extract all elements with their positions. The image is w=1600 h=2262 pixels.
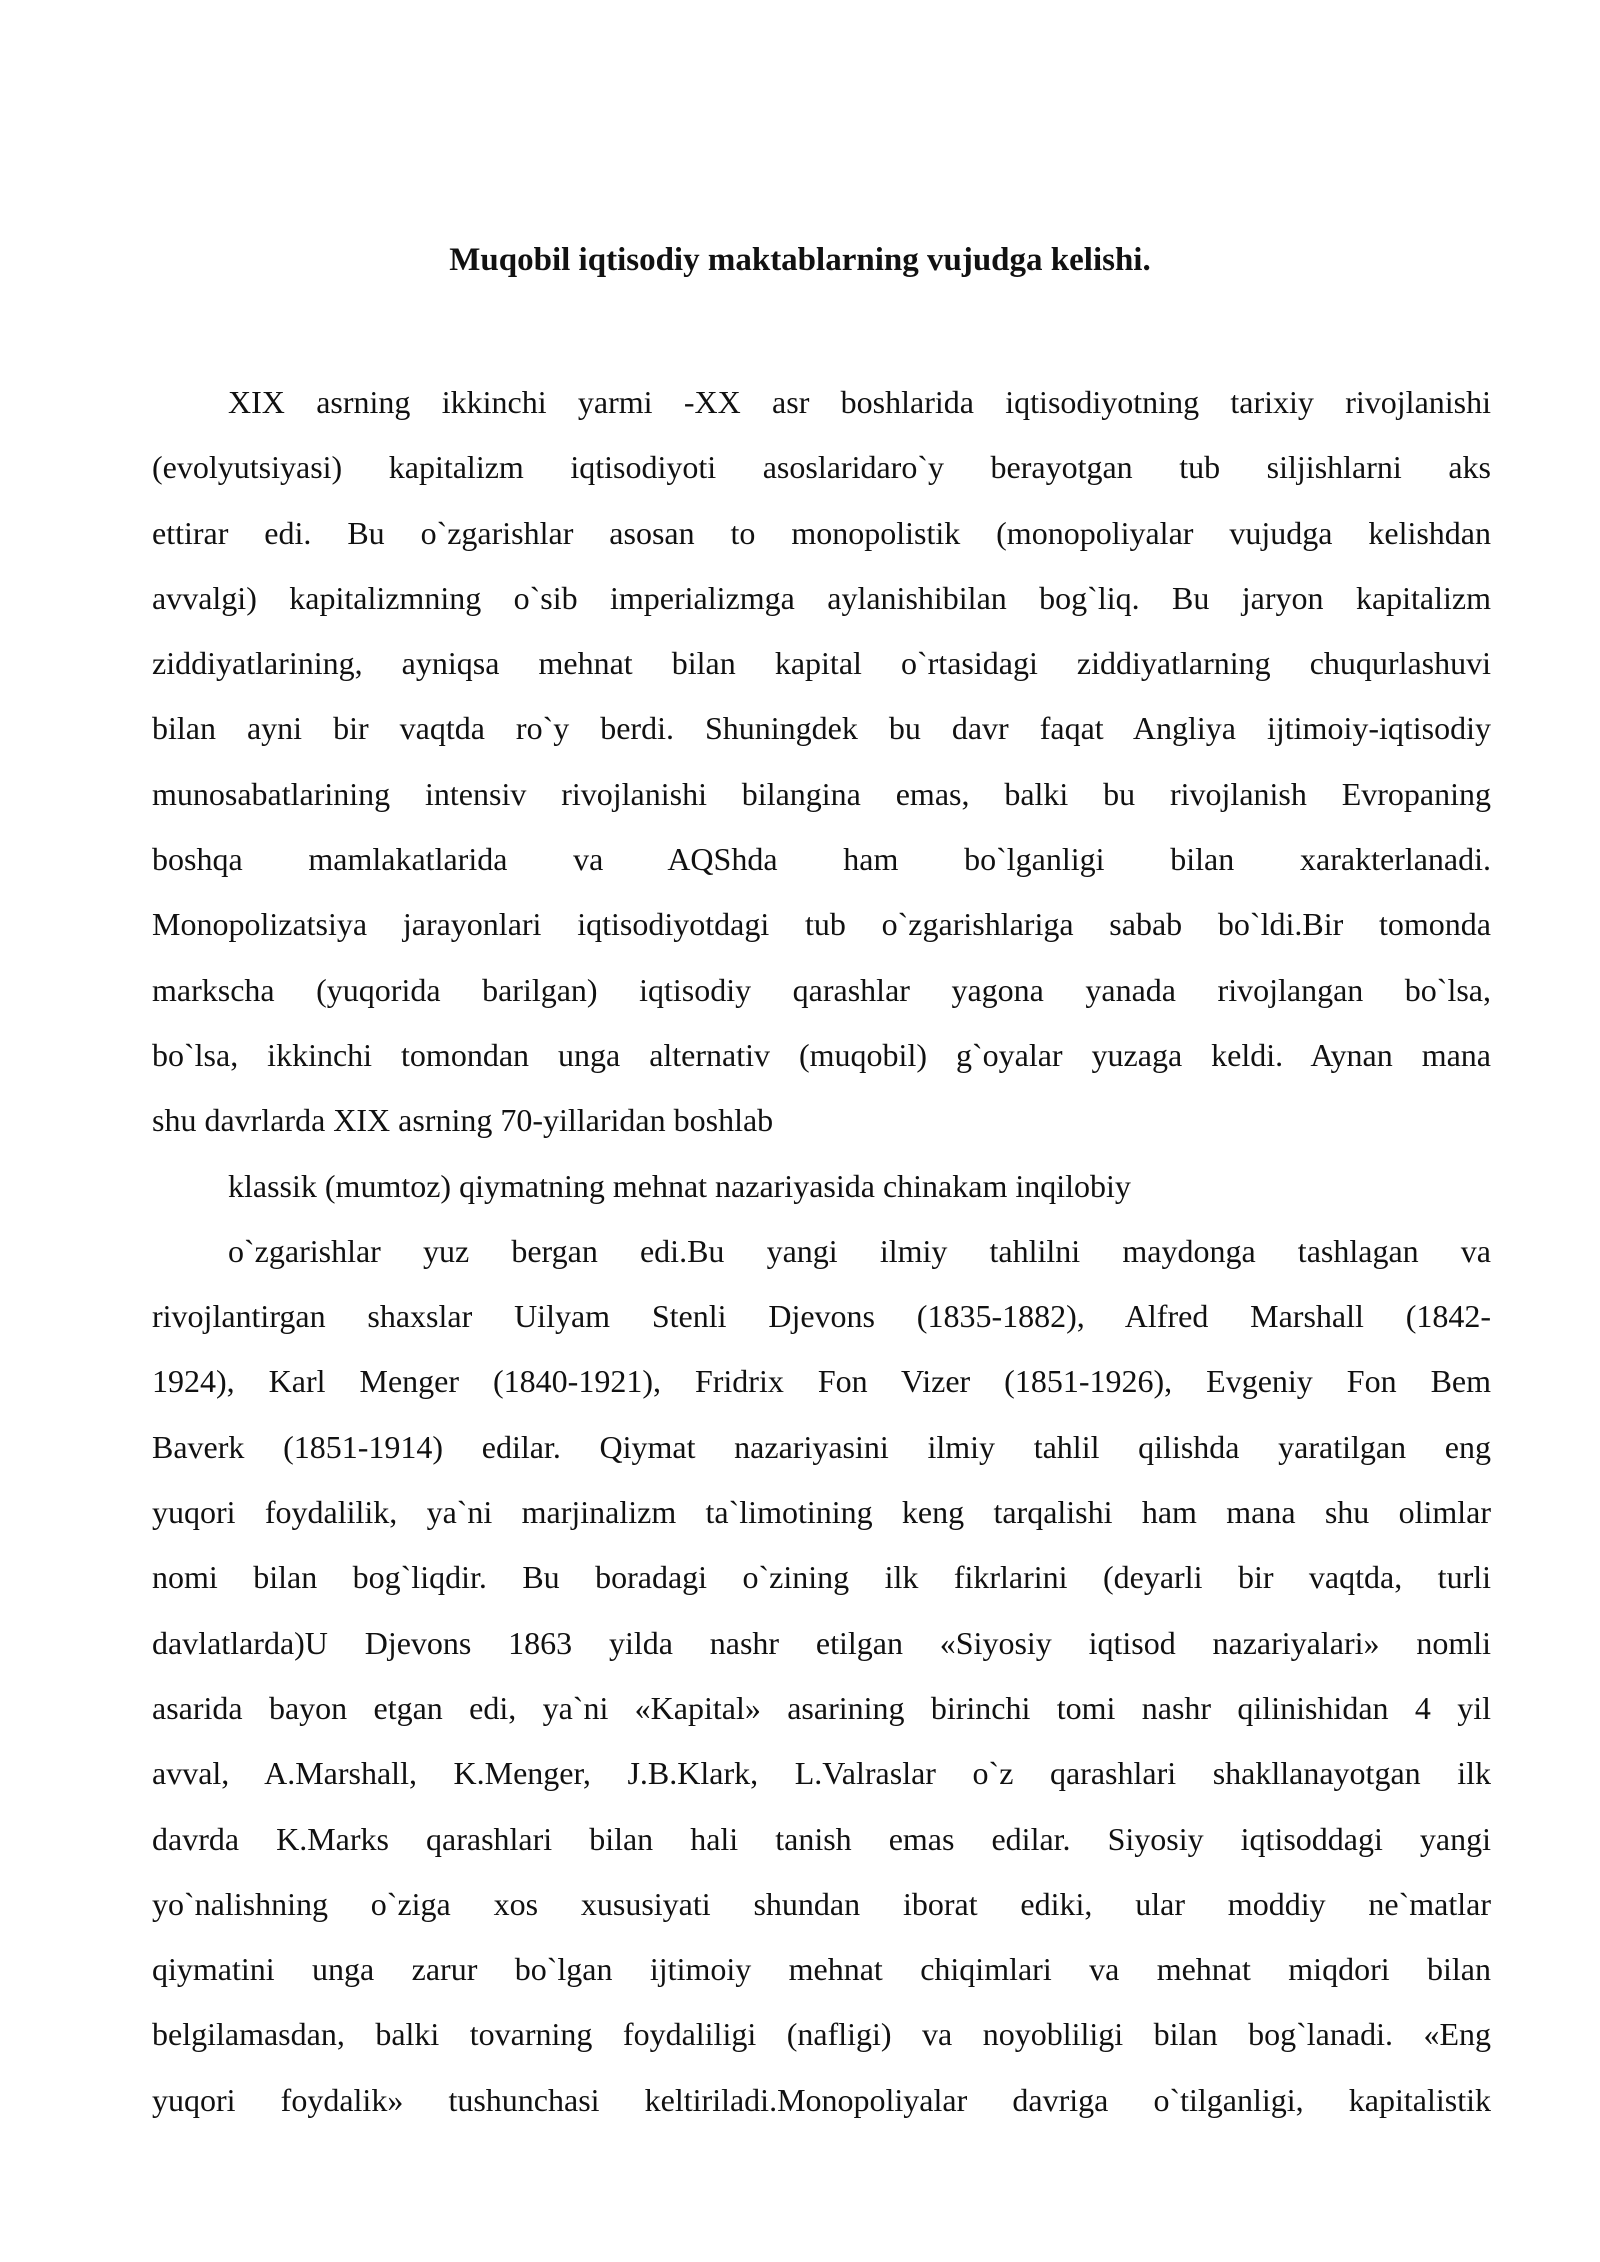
document-body (152, 370, 1491, 2133)
text-line: avval, A.Marshall, K.Menger, J.B.Klark, L.Valraslar o`z qarashlari shakllanayotgan ilk (152, 1755, 1491, 1792)
text-line: klassik (mumtoz) qiymatning mehnat nazariyasida chinakam inqilobiy (228, 1167, 1131, 1204)
text-line: avvalgi) kapitalizmning o`sib imperializmga aylanishibilan bog`liq. Bu jaryon kapitalizm (152, 579, 1491, 616)
text-line: (evolyutsiyasi) kapitalizm iqtisodiyoti asoslaridaro`y berayotgan tub siljishlarni aks (152, 449, 1491, 486)
document-title: Muqobil iqtisodiy maktablarning vujudga kelishi. (449, 242, 1151, 278)
text-line: markscha (yuqorida barilgan) iqtisodiy qarashlar yagona yanada rivojlangan bo`lsa, (152, 971, 1491, 1008)
text-line: davlatlarda)U Djevons 1863 yilda nashr etilgan «Siyosiy iqtisod nazariyalari» nomli (152, 1624, 1491, 1661)
text-line: yuqori foydalilik, ya`ni marjinalizm ta`limotining keng tarqalishi ham mana shu olimlar (152, 1494, 1491, 1531)
text-line: munosabatlarining intensiv rivojlanishi bilangina emas, balki bu rivojlanish Evropaning (152, 775, 1491, 812)
text-line: qiymatini unga zarur bo`lgan ijtimoiy mehnat chiqimlari va mehnat miqdori bilan (152, 1951, 1491, 1988)
text-line: ziddiyatlarining, ayniqsa mehnat bilan kapital o`rtasidagi ziddiyatlarning chuqurlashuvi (152, 645, 1491, 682)
text-line: Baverk (1851-1914) edilar. Qiymat nazariyasini ilmiy tahlil qilishda yaratilgan eng (152, 1428, 1491, 1465)
text-line: shu davrlarda XIX asrning 70-yillaridan boshlab (152, 1102, 774, 1139)
text-line: belgilamasdan, balki tovarning foydaliligi (nafligi) va noyobliligi bilan bog`lanadi. «Eng (152, 2016, 1491, 2053)
text-line: asarida bayon etgan edi, ya`ni «Kapital» asarining birinchi tomi nashr qilinishidan 4 yil (152, 1689, 1491, 1726)
text-line: boshqa mamlakatlarida va AQShda ham bo`lganligi bilan xarakterlanadi. (152, 841, 1491, 878)
text-line: bilan ayni bir vaqtda ro`y berdi. Shuningdek bu davr faqat Angliya ijtimoiy-iqtisodiy (152, 710, 1491, 747)
text-line: 1924), Karl Menger (1840-1921), Fridrix Fon Vizer (1851-1926), Evgeniy Fon Bem (152, 1363, 1491, 1400)
text-line: rivojlantirgan shaxslar Uilyam Stenli Djevons (1835-1882), Alfred Marshall (1842- (152, 1298, 1491, 1335)
text-line: o`zgarishlar yuz bergan edi.Bu yangi ilmiy tahlilni maydonga tashlagan va (228, 1232, 1491, 1269)
text-line: nomi bilan bog`liqdir. Bu boradagi o`zining ilk fikrlarini (deyarli bir vaqtda, turli (152, 1559, 1491, 1596)
text-line: bo`lsa, ikkinchi tomondan unga alternativ (muqobil) g`oyalar yuzaga keldi. Aynan mana (152, 1036, 1491, 1073)
text-line: Monopolizatsiya jarayonlari iqtisodiyotdagi tub o`zgarishlariga sabab bo`ldi.Bir tomonda (152, 906, 1491, 943)
text-line: yo`nalishning o`ziga xos xususiyati shundan iborat ediki, ular moddiy ne`matlar (152, 1885, 1491, 1922)
text-line: XIX asrning ikkinchi yarmi -XX asr boshlarida iqtisodiyotning tarixiy rivojlanishi (228, 384, 1491, 420)
text-line: ettirar edi. Bu o`zgarishlar asosan to monopolistik (monopoliyalar vujudga kelishdan (152, 514, 1491, 551)
text-line: davrda K.Marks qarashlari bilan hali tanish emas edilar. Siyosiy iqtisoddagi yangi (152, 1820, 1491, 1857)
text-line: yuqori foydalik» tushunchasi keltiriladi.Monopoliyalar davriga o`tilganligi, kapitalistik (152, 2081, 1491, 2118)
